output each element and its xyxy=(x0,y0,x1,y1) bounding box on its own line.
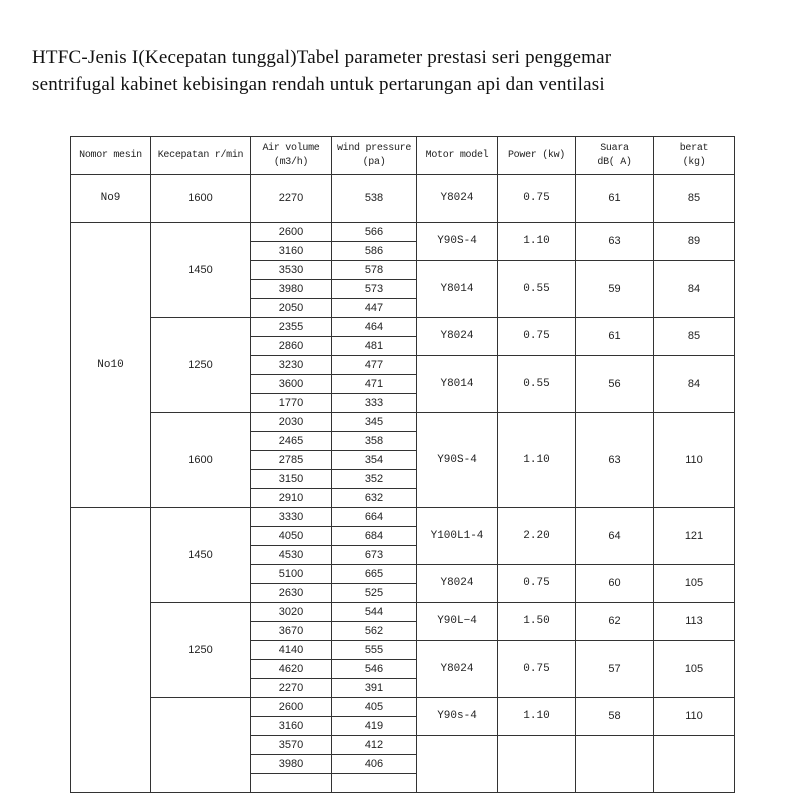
wind-pressure-cell: 573 xyxy=(332,280,417,299)
air-volume-cell: 3570 xyxy=(251,736,332,755)
wind-pressure-cell: 546 xyxy=(332,660,417,679)
weight-cell: 84 xyxy=(654,356,735,413)
power-cell: 0.75 xyxy=(498,641,576,698)
wind-pressure-cell: 358 xyxy=(332,432,417,451)
header-wind-pressure: wind pressure (pa) xyxy=(332,137,417,175)
weight-cell: 113 xyxy=(654,603,735,641)
weight-cell: 89 xyxy=(654,223,735,261)
air-volume-cell: 3150 xyxy=(251,470,332,489)
air-volume-cell: 3160 xyxy=(251,717,332,736)
speed-cell xyxy=(151,698,251,793)
motor-model-cell: Y8024 xyxy=(417,641,498,698)
speed-cell: 1450 xyxy=(151,223,251,318)
noise-cell: 60 xyxy=(576,565,654,603)
wind-pressure-cell: 412 xyxy=(332,736,417,755)
motor-model-cell xyxy=(417,736,498,793)
air-volume-cell: 3230 xyxy=(251,356,332,375)
table-row xyxy=(71,223,735,242)
header-power: Power (kw) xyxy=(498,137,576,175)
machine-cell: No9 xyxy=(71,175,151,223)
noise-cell: 63 xyxy=(576,223,654,261)
weight-cell: 85 xyxy=(654,175,735,223)
wind-pressure-cell: 684 xyxy=(332,527,417,546)
wind-pressure-cell: 555 xyxy=(332,641,417,660)
speed-cell: 1600 xyxy=(151,175,251,223)
parameter-table xyxy=(70,136,735,793)
header-row xyxy=(71,137,735,175)
motor-model-cell: Y8024 xyxy=(417,175,498,223)
noise-cell: 56 xyxy=(576,356,654,413)
header-weight: berat (kg) xyxy=(654,137,735,175)
noise-cell: 57 xyxy=(576,641,654,698)
wind-pressure-cell: 447 xyxy=(332,299,417,318)
header-speed: Kecepatan r/min xyxy=(151,137,251,175)
wind-pressure-cell xyxy=(332,774,417,793)
air-volume-cell: 2050 xyxy=(251,299,332,318)
air-volume-cell: 2630 xyxy=(251,584,332,603)
air-volume-cell: 2465 xyxy=(251,432,332,451)
wind-pressure-cell: 525 xyxy=(332,584,417,603)
air-volume-cell: 5100 xyxy=(251,565,332,584)
noise-cell: 62 xyxy=(576,603,654,641)
air-volume-cell: 4050 xyxy=(251,527,332,546)
table-row xyxy=(71,603,735,622)
air-volume-cell: 3600 xyxy=(251,375,332,394)
wind-pressure-cell: 578 xyxy=(332,261,417,280)
noise-cell: 64 xyxy=(576,508,654,565)
page-title xyxy=(32,44,792,98)
table-row xyxy=(71,175,735,223)
weight-cell: 85 xyxy=(654,318,735,356)
noise-cell: 58 xyxy=(576,698,654,736)
table-row xyxy=(71,318,735,337)
noise-cell: 63 xyxy=(576,413,654,508)
air-volume-cell: 3980 xyxy=(251,280,332,299)
power-cell: 0.55 xyxy=(498,261,576,318)
wind-pressure-cell: 665 xyxy=(332,565,417,584)
wind-pressure-cell: 352 xyxy=(332,470,417,489)
machine-cell: No10 xyxy=(71,223,151,508)
wind-pressure-cell: 538 xyxy=(332,175,417,223)
air-volume-cell: 3330 xyxy=(251,508,332,527)
air-volume-cell: 2600 xyxy=(251,698,332,717)
wind-pressure-cell: 405 xyxy=(332,698,417,717)
wind-pressure-cell: 471 xyxy=(332,375,417,394)
air-volume-cell: 4620 xyxy=(251,660,332,679)
wind-pressure-cell: 481 xyxy=(332,337,417,356)
table-row xyxy=(71,698,735,717)
air-volume-cell: 2270 xyxy=(251,679,332,698)
wind-pressure-cell: 664 xyxy=(332,508,417,527)
header-air-volume: Air volume (m3/h) xyxy=(251,137,332,175)
wind-pressure-cell: 391 xyxy=(332,679,417,698)
motor-model-cell: Y100L1-4 xyxy=(417,508,498,565)
weight-cell: 84 xyxy=(654,261,735,318)
wind-pressure-cell: 544 xyxy=(332,603,417,622)
motor-model-cell: Y90S-4 xyxy=(417,223,498,261)
motor-model-cell: Y90L−4 xyxy=(417,603,498,641)
weight-cell xyxy=(654,736,735,793)
wind-pressure-cell: 354 xyxy=(332,451,417,470)
power-cell: 1.50 xyxy=(498,603,576,641)
header-machine-number: Nomor mesin xyxy=(71,137,151,175)
title-line-1: HTFC-Jenis I(Kecepatan tunggal)Tabel parameter prestasi seri penggemar xyxy=(32,47,612,68)
air-volume-cell: 2600 xyxy=(251,223,332,242)
power-cell: 0.55 xyxy=(498,356,576,413)
speed-cell: 1600 xyxy=(151,413,251,508)
motor-model-cell: Y8014 xyxy=(417,356,498,413)
air-volume-cell: 4530 xyxy=(251,546,332,565)
air-volume-cell: 2785 xyxy=(251,451,332,470)
air-volume-cell: 2355 xyxy=(251,318,332,337)
wind-pressure-cell: 586 xyxy=(332,242,417,261)
wind-pressure-cell: 562 xyxy=(332,622,417,641)
wind-pressure-cell: 464 xyxy=(332,318,417,337)
title-line-2: sentrifugal kabinet kebisingan rendah untuk pertarungan api dan ventilasi xyxy=(32,74,605,95)
air-volume-cell: 3670 xyxy=(251,622,332,641)
motor-model-cell: Y8014 xyxy=(417,261,498,318)
wind-pressure-cell: 333 xyxy=(332,394,417,413)
air-volume-cell: 1770 xyxy=(251,394,332,413)
wind-pressure-cell: 673 xyxy=(332,546,417,565)
speed-cell: 1450 xyxy=(151,508,251,603)
power-cell: 0.75 xyxy=(498,565,576,603)
noise-cell: 61 xyxy=(576,318,654,356)
air-volume-cell: 2270 xyxy=(251,175,332,223)
wind-pressure-cell: 419 xyxy=(332,717,417,736)
motor-model-cell: Y8024 xyxy=(417,318,498,356)
air-volume-cell: 2910 xyxy=(251,489,332,508)
weight-cell: 105 xyxy=(654,565,735,603)
air-volume-cell: 3020 xyxy=(251,603,332,622)
wind-pressure-cell: 345 xyxy=(332,413,417,432)
power-cell: 2.20 xyxy=(498,508,576,565)
noise-cell: 59 xyxy=(576,261,654,318)
air-volume-cell: 4140 xyxy=(251,641,332,660)
air-volume-cell xyxy=(251,774,332,793)
wind-pressure-cell: 566 xyxy=(332,223,417,242)
table-row xyxy=(71,508,735,527)
machine-cell xyxy=(71,508,151,793)
air-volume-cell: 2860 xyxy=(251,337,332,356)
power-cell: 0.75 xyxy=(498,318,576,356)
speed-cell: 1250 xyxy=(151,318,251,413)
motor-model-cell: Y8024 xyxy=(417,565,498,603)
wind-pressure-cell: 477 xyxy=(332,356,417,375)
speed-cell: 1250 xyxy=(151,603,251,698)
weight-cell: 110 xyxy=(654,698,735,736)
power-cell: 0.75 xyxy=(498,175,576,223)
weight-cell: 110 xyxy=(654,413,735,508)
power-cell xyxy=(498,736,576,793)
power-cell: 1.10 xyxy=(498,413,576,508)
noise-cell: 61 xyxy=(576,175,654,223)
table-row xyxy=(71,413,735,432)
air-volume-cell: 3530 xyxy=(251,261,332,280)
air-volume-cell: 3980 xyxy=(251,755,332,774)
motor-model-cell: Y90S-4 xyxy=(417,413,498,508)
header-motor-model: Motor model xyxy=(417,137,498,175)
weight-cell: 121 xyxy=(654,508,735,565)
wind-pressure-cell: 632 xyxy=(332,489,417,508)
power-cell: 1.10 xyxy=(498,223,576,261)
air-volume-cell: 2030 xyxy=(251,413,332,432)
air-volume-cell: 3160 xyxy=(251,242,332,261)
weight-cell: 105 xyxy=(654,641,735,698)
power-cell: 1.10 xyxy=(498,698,576,736)
wind-pressure-cell: 406 xyxy=(332,755,417,774)
noise-cell xyxy=(576,736,654,793)
header-noise: Suara dB( A) xyxy=(576,137,654,175)
motor-model-cell: Y90s-4 xyxy=(417,698,498,736)
